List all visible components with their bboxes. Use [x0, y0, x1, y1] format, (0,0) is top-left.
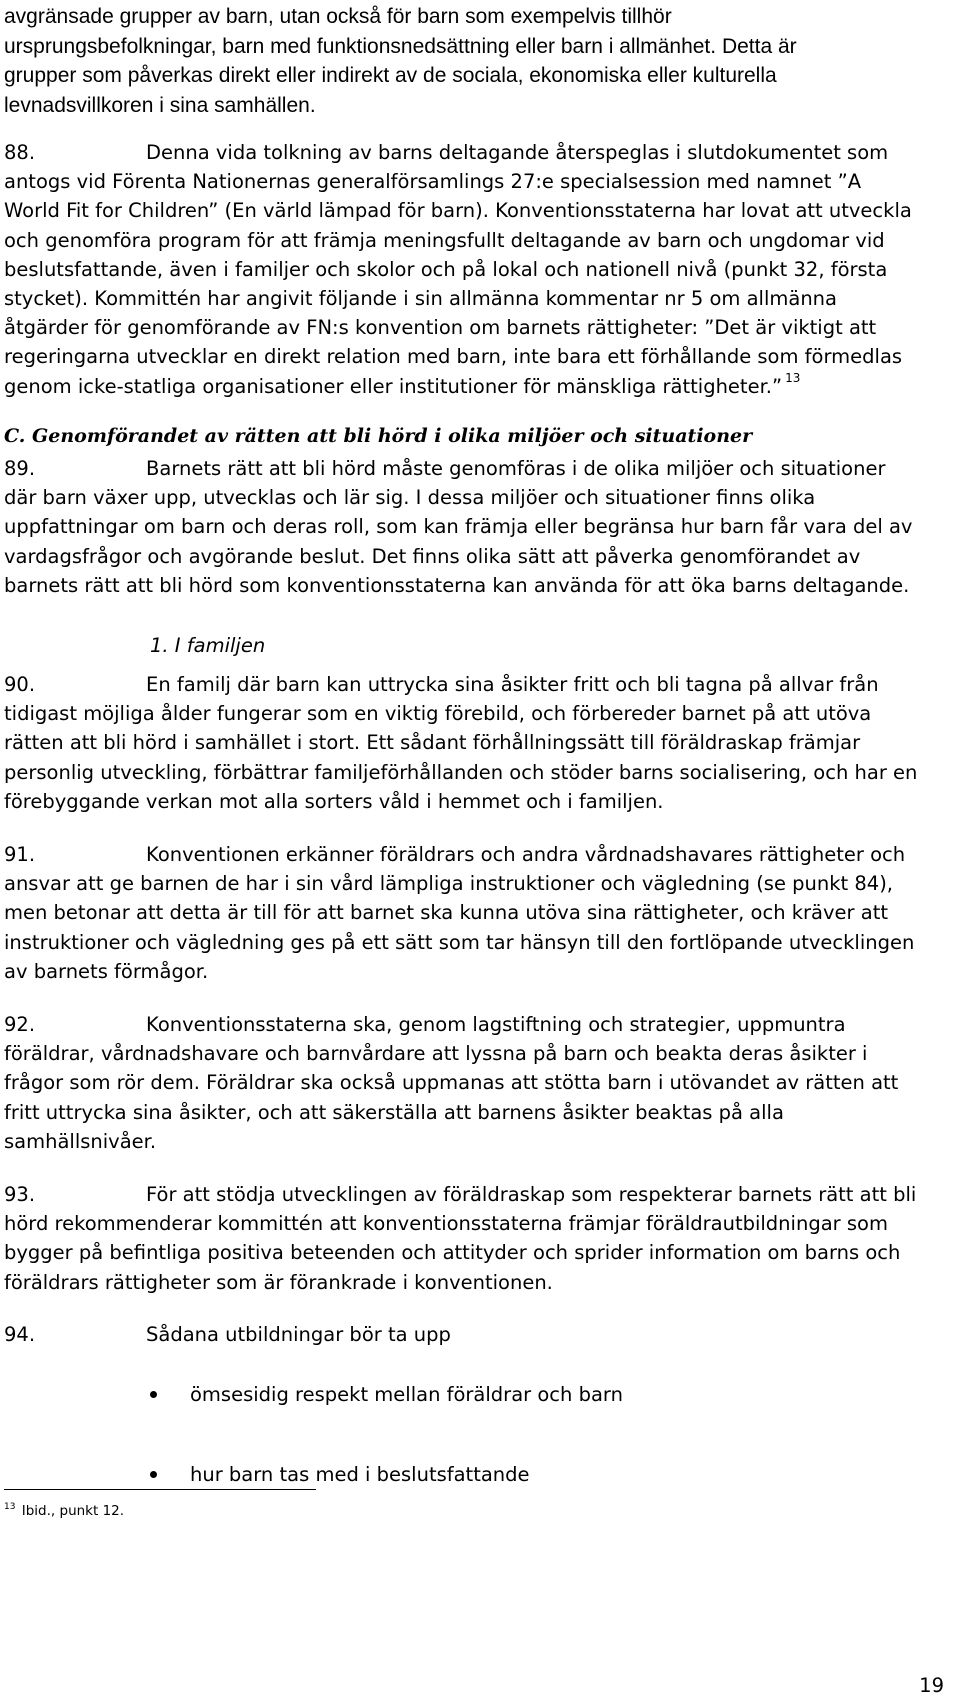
text-line: avgränsade grupper av barn, utan också för barn som exempelvis tillhör — [4, 5, 672, 28]
text-line: där barn växer upp, utvecklas och lär sig. I dessa miljöer och situationer finns olika — [4, 486, 816, 510]
text-line: World Fit for Children” (En värld lämpad för barn). Konventionsstaterna har lovat att utveckla — [4, 199, 912, 223]
paragraph-number: 91. — [4, 843, 36, 866]
text-line: men betonar att detta är till för att barnet ska kunna utöva sina rättigheter, och kräver att — [4, 901, 889, 925]
text-line: genom icke-statliga organisationer eller institutioner för mänskliga rättigheter.” — [4, 374, 783, 398]
paragraph-last-line — [4, 372, 944, 401]
text-line: beslutsfattande, även i familjer och skolor och på lokal och nationell nivå (punkt 32, första — [4, 257, 888, 281]
text-line: antogs vid Förenta Nationernas generalförsamlings 27:e specialsession med namnet ”A — [4, 170, 862, 194]
footnote-marker: 13 — [4, 1502, 16, 1512]
subsection-heading: 1. I familjen — [150, 634, 266, 657]
text-line: instruktioner och vägledning ges på ett sätt som tar hänsyn till den fortlöpande utvecklingen — [4, 930, 915, 954]
paragraph-number: 88. — [4, 141, 36, 164]
footnote-text: Ibid., punkt 12. — [21, 1503, 125, 1519]
text-line: fritt uttrycka sina åsikter, och att säkerställa att barnens åsikter beaktas på alla — [4, 1100, 784, 1124]
text-line: stycket). Kommittén har angivit följande i sin allmänna kommentar nr 5 om allmänna — [4, 287, 837, 311]
text-line: tidigast möjliga ålder fungerar som en viktig förebild, och förbereder barnet på att utöva — [4, 702, 872, 726]
list-item — [150, 1460, 623, 1540]
text-line: av barnets förmågor. — [4, 959, 209, 983]
text-line: regeringarna utvecklar en direkt relation med barn, inte bara ett förhållande som förmedlas — [4, 345, 903, 369]
footnote — [4, 1503, 124, 1519]
bullet-list — [150, 1380, 623, 1540]
text-line: föräldrar, vårdnadshavare och barnvårdare att lyssna på barn och beakta deras åsikter i — [4, 1042, 868, 1066]
list-item-text: hur barn tas med i beslutsfattande — [190, 1463, 530, 1486]
paragraph-number: 89. — [4, 457, 36, 480]
paragraph-first-line — [4, 1180, 944, 1209]
paragraph-first-line — [4, 1010, 944, 1039]
footnote-separator — [4, 1489, 316, 1490]
text-line: barnets rätt att bli hörd som konventionsstaterna kan använda för att öka barns deltagande. — [4, 573, 910, 597]
text-line: hörd rekommenderar kommittén att konventionsstaterna främjar föräldrautbildningar som — [4, 1212, 888, 1236]
text-line: ansvar att ge barnen de har i sin vård lämpliga instruktioner och vägledning (se punkt 84), — [4, 872, 894, 896]
text-line: uppfattningar om barn och deras roll, som kan främja eller begränsa hur barn får vara del av — [4, 515, 913, 539]
text-line: Sådana utbildningar bör ta upp — [146, 1323, 451, 1346]
section-heading: C. Genomförandet av rätten att bli hörd i olika miljöer och situationer — [4, 425, 753, 447]
text-line: Konventionen erkänner föräldrars och andra vårdnadshavares rättigheter och — [146, 843, 906, 866]
paragraph-first-line — [4, 670, 944, 699]
paragraph-first-line — [4, 840, 944, 869]
text-line: rätten att bli hörd i samhället i stort. Ett sådant förhållningssätt till föräldraskap främjar — [4, 731, 861, 755]
paragraph-92 — [4, 1010, 944, 1156]
paragraph-91 — [4, 840, 944, 986]
text-line: levnadsvillkoren i sina samhällen. — [4, 93, 316, 117]
paragraph-number: 94. — [4, 1323, 36, 1346]
text-line: föräldrars rättigheter som är förankrade i konventionen. — [4, 1270, 553, 1294]
page-number: 19 — [919, 1674, 944, 1697]
text-line: samhällsnivåer. — [4, 1129, 157, 1153]
text-line: bygger på befintliga positiva beteenden och attityder och sprider information om barns och — [4, 1241, 901, 1265]
text-line: En familj där barn kan uttrycka sina åsikter fritt och bli tagna på allvar från — [146, 673, 879, 696]
paragraph-number: 90. — [4, 673, 36, 696]
text-line: Denna vida tolkning av barns deltagande återspeglas i slutdokumentet som — [146, 141, 889, 164]
intro-paragraph — [4, 2, 797, 120]
paragraph-number: 93. — [4, 1183, 36, 1206]
text-line: Konventionsstaterna ska, genom lagstiftning och strategier, uppmuntra — [146, 1013, 846, 1036]
paragraph-first-line — [4, 138, 944, 167]
paragraph-93 — [4, 1180, 944, 1297]
text-line: grupper som påverkas direkt eller indirekt av de sociala, ekonomiska eller kulturella — [4, 64, 777, 87]
footnote-reference[interactable]: 13 — [785, 370, 801, 385]
text-line: vardagsfrågor och avgörande beslut. Det finns olika sätt att påverka genomförandet av — [4, 544, 861, 568]
paragraph-90 — [4, 670, 944, 816]
text-line: frågor som rör dem. Föräldrar ska också uppmanas att stötta barn i utövandet av rätten att — [4, 1071, 899, 1095]
paragraph-94 — [4, 1320, 944, 1349]
text-line: och genomföra program för att främja meningsfullt deltagande av barn och ungdomar vid — [4, 228, 885, 252]
paragraph-number: 92. — [4, 1013, 36, 1036]
text-line: Barnets rätt att bli hörd måste genomföras i de olika miljöer och situationer — [146, 457, 886, 480]
paragraph-88 — [4, 138, 944, 401]
list-item-text: ömsesidig respekt mellan föräldrar och barn — [190, 1383, 623, 1406]
paragraph-first-line — [4, 454, 944, 483]
paragraph-89 — [4, 454, 944, 600]
text-line: personlig utveckling, förbättrar familjeförhållanden och stöder barns socialisering, och har en — [4, 760, 918, 784]
text-line: förebyggande verkan mot alla sorters våld i hemmet och i familjen. — [4, 789, 664, 813]
text-line: åtgärder för genomförande av FN:s konvention om barnets rättigheter: ”Det är viktigt att — [4, 316, 877, 340]
text-line: ursprungsbefolkningar, barn med funktionsnedsättning eller barn i allmänhet. Detta är — [4, 34, 797, 58]
list-item — [150, 1380, 623, 1460]
bullet-icon — [150, 1471, 157, 1478]
text-line: För att stödja utvecklingen av föräldraskap som respekterar barnets rätt att bli — [146, 1183, 917, 1206]
paragraph-first-line — [4, 1320, 944, 1349]
bullet-icon — [150, 1391, 157, 1398]
